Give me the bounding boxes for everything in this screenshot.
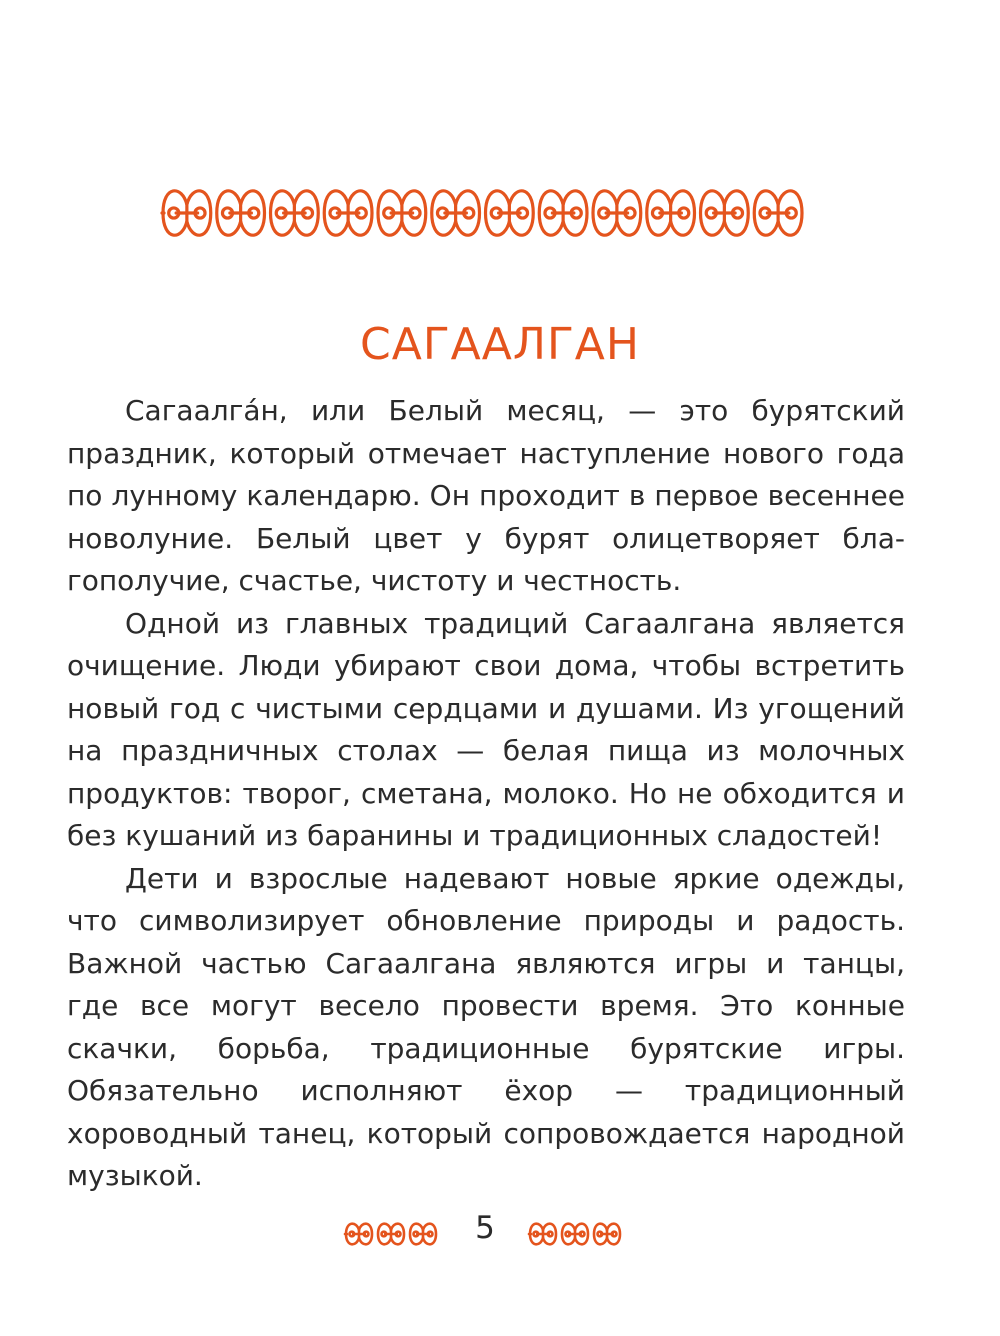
- page-title: САГААЛГАН: [360, 319, 640, 371]
- article-body: [67, 390, 905, 1198]
- page-number: 5: [475, 1210, 495, 1246]
- footer-ornament-left: [343, 1217, 439, 1251]
- paragraph-1: Сагаалга́н, или Белый месяц, — это бурятский праздник, который отмечает наступление нового года по лунному календарю. Он проходит в первое весеннее новолуние. Белый цвет у бурят олицетворяет благополучие, счастье, чистоту и честность.: [67, 394, 905, 597]
- page-footer: [0, 1205, 1000, 1265]
- footer-ornament-right: [527, 1217, 623, 1251]
- top-ornament-border: [160, 181, 805, 245]
- paragraph-2: Одной из главных традиций Сагаалгана является очищение. Люди убирают свои дома, чтобы встретить новый год с чистыми сердцами и душами. Из угощений на праздничных столах — белая пища из молочных продуктов: творог, сметана, молоко. Но не обходится и без кушаний из баранины и традиционных сладостей!: [67, 606, 905, 852]
- paragraph-3: Дети и взрослые надевают новые яркие одежды, что символизирует обновление природы и радость. Важной частью Сагаалгана являются игры и танцы, где все могут весело провести время. Это конные скачки, борьба, традиционные бурятские игры. Обязательно исполняют ёхор — традиционный хороводный танец, который сопровождается народной музыкой.: [67, 861, 905, 1192]
